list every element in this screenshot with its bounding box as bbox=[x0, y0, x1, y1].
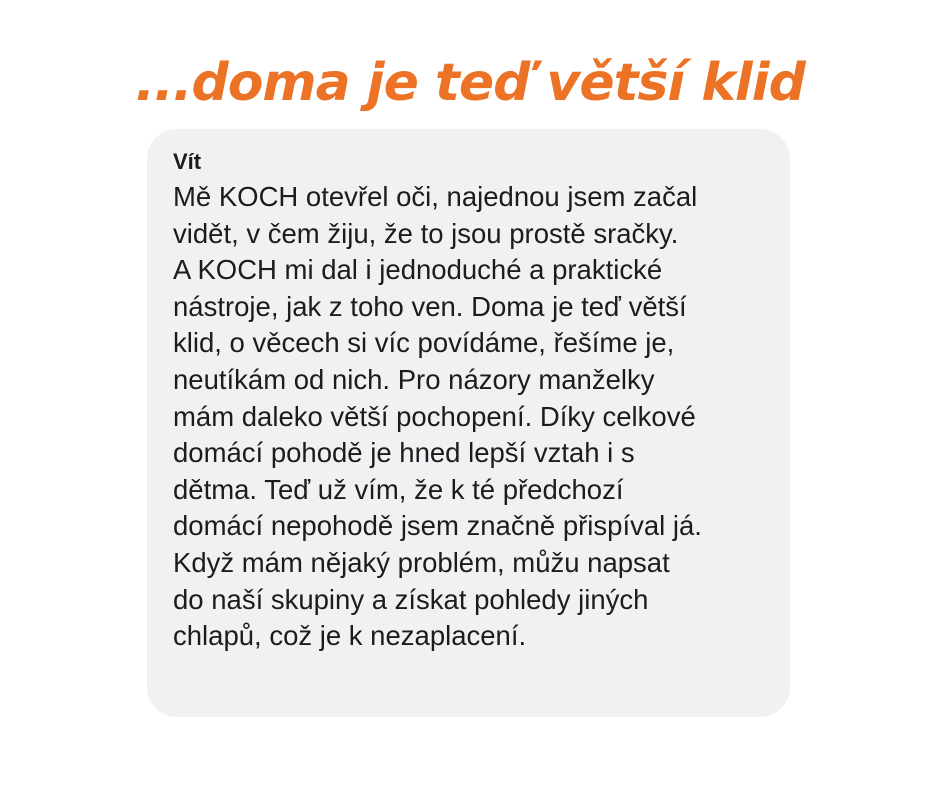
comment-line: domácí nepohodě jsem značně přispíval já. bbox=[173, 510, 702, 542]
comment-line: Když mám nějaký problém, můžu napsat bbox=[173, 546, 670, 578]
comment-line: vidět, v čem žiju, že to jsou prostě sračky. bbox=[173, 217, 679, 249]
comment-line: chlapů, což je k nezaplacení. bbox=[173, 620, 527, 652]
comment-line: Mě KOCH otevřel oči, najednou jsem začal bbox=[173, 181, 698, 212]
comment-line: domácí pohodě je hned lepší vztah i s bbox=[173, 437, 635, 469]
comment-text bbox=[173, 179, 770, 655]
comment-line: dětma. Teď už vím, že k té předchozí bbox=[173, 473, 624, 505]
comment-line: mám daleko větší pochopení. Díky celkové bbox=[173, 400, 696, 432]
comment-line: A KOCH mi dal i jednoduché a praktické bbox=[173, 254, 663, 286]
comment-line: neutíkám od nich. Pro názory manželky bbox=[173, 363, 655, 395]
headline: ...doma je teď větší klid bbox=[135, 53, 805, 113]
comment-bubble bbox=[147, 129, 790, 717]
comment-line: do naší skupiny a získat pohledy jiných bbox=[173, 583, 649, 615]
comment-line: klid, o věcech si víc povídáme, řešíme je, bbox=[173, 327, 675, 359]
comment-author: Vít bbox=[173, 149, 202, 174]
comment-line: nástroje, jak z toho ven. Doma je teď větší bbox=[173, 290, 687, 322]
